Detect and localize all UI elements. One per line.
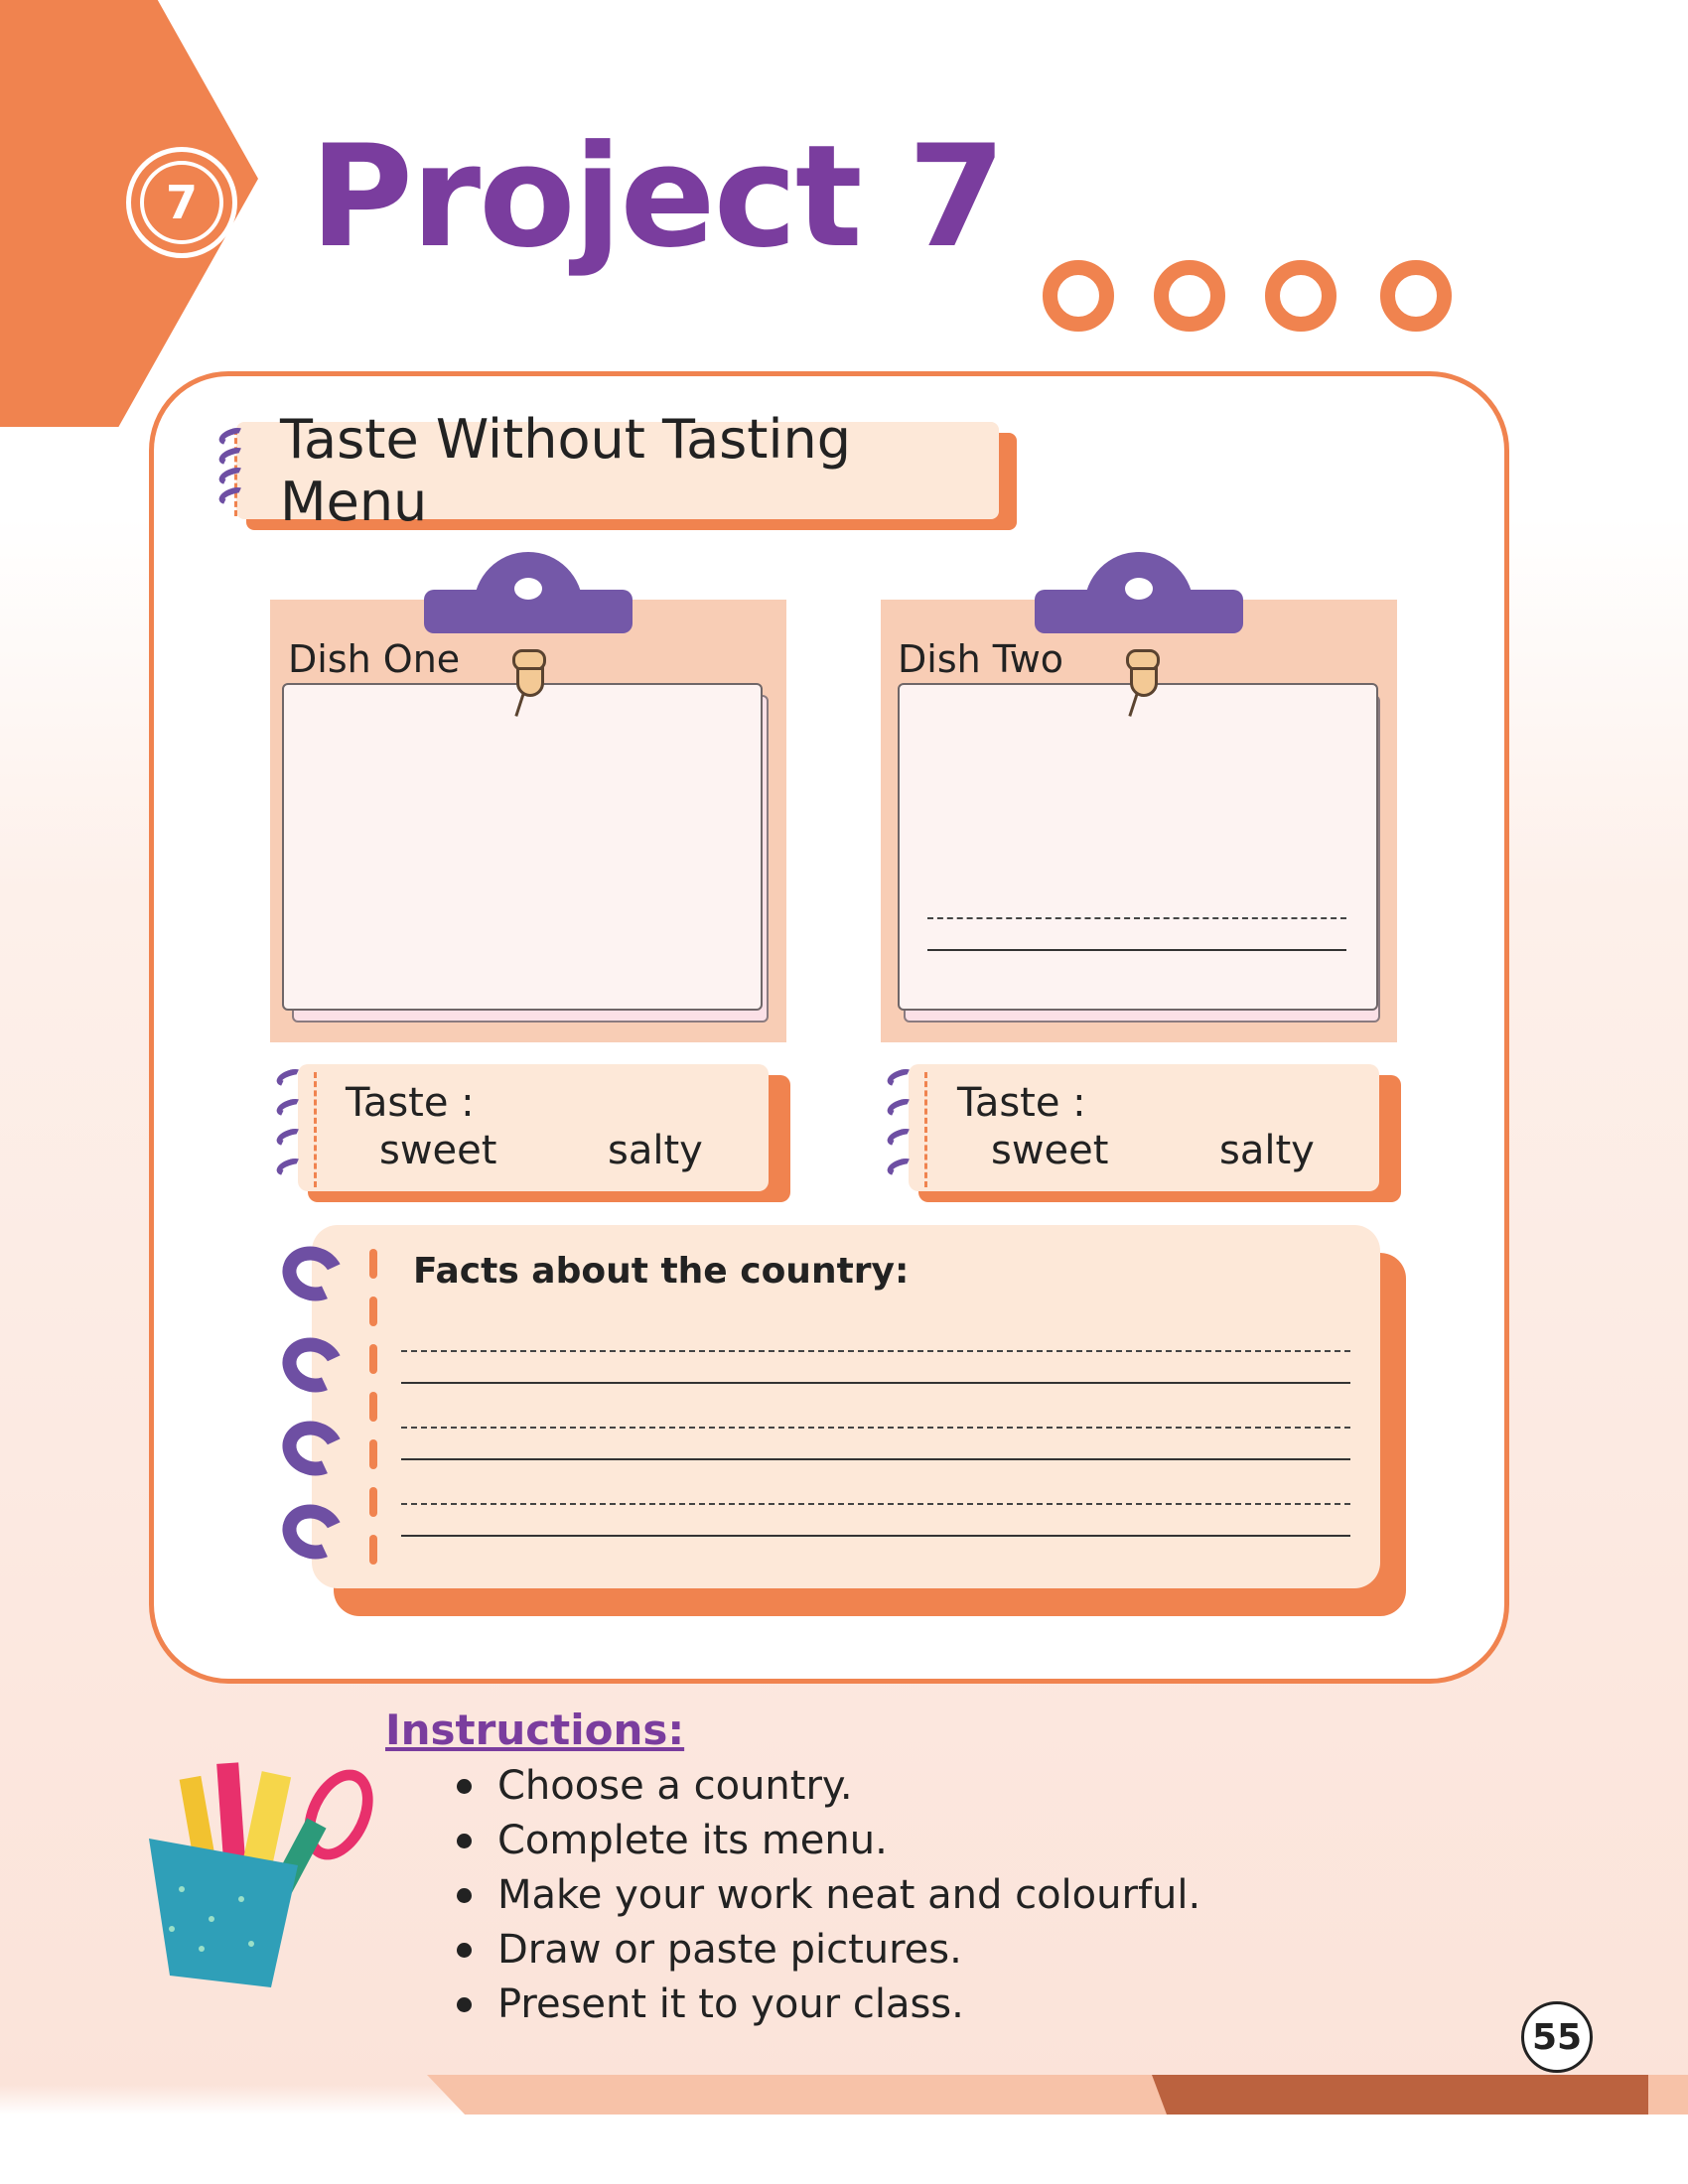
footer-band-dark [1152, 2075, 1648, 2115]
dish-one-label: Dish One [288, 637, 461, 681]
bullet-icon [457, 1779, 472, 1794]
binding-mark [369, 1392, 377, 1422]
taste-option-salty[interactable]: salty [608, 1128, 703, 1173]
decor-circle [1380, 260, 1452, 332]
bullet-icon [457, 1943, 472, 1958]
writing-line-dotted [401, 1503, 1350, 1505]
binding-mark [369, 1439, 377, 1469]
decor-circle [1043, 260, 1114, 332]
dish-two-drawing-area[interactable] [898, 683, 1378, 1011]
cup-dot [238, 1896, 244, 1902]
pushpin-icon [516, 667, 544, 697]
bullet-icon [457, 1834, 472, 1848]
taste-card-binding [924, 1072, 927, 1187]
writing-line-dotted [401, 1350, 1350, 1352]
writing-line-dotted [401, 1427, 1350, 1429]
binding-mark [369, 1297, 377, 1326]
badge-number: 7 [140, 161, 223, 244]
taste-option-salty[interactable]: salty [1219, 1128, 1315, 1173]
binding-mark [369, 1487, 377, 1517]
clip-hole [1125, 578, 1153, 600]
clip-hole [514, 578, 542, 600]
decor-circle [1154, 260, 1225, 332]
binding-mark [369, 1535, 377, 1565]
instruction-item: Draw or paste pictures. [457, 1923, 1200, 1978]
facts-writing-line[interactable] [401, 1535, 1350, 1537]
dish-two-name-line[interactable] [927, 949, 1346, 951]
cup-dot [179, 1886, 185, 1892]
facts-writing-line[interactable] [401, 1458, 1350, 1460]
taste-option-sweet[interactable]: sweet [991, 1128, 1109, 1173]
cup-dot [199, 1946, 205, 1952]
facts-title: Facts about the country: [413, 1251, 910, 1292]
instruction-item: Complete its menu. [457, 1814, 1200, 1868]
instruction-item: Make your work neat and colourful. [457, 1868, 1200, 1923]
binding-mark [369, 1249, 377, 1279]
writing-line-dotted [927, 917, 1346, 919]
cup-dot [248, 1941, 254, 1947]
dish-one-drawing-area[interactable] [282, 683, 763, 1011]
cup-dot [209, 1916, 214, 1922]
decor-circle [1265, 260, 1336, 332]
cup-dot [169, 1926, 175, 1932]
instructions-list [457, 1759, 1200, 2032]
dish-two-label: Dish Two [898, 637, 1064, 681]
instruction-item: Choose a country. [457, 1759, 1200, 1814]
pencil-cup-icon [149, 1839, 298, 1987]
taste-card-binding [314, 1072, 317, 1187]
pushpin-icon [1130, 667, 1158, 697]
menu-heading: Taste Without Tasting Menu [280, 408, 851, 533]
heading-tab [236, 408, 999, 533]
instructions-title: Instructions: [385, 1706, 685, 1754]
taste-option-sweet[interactable]: sweet [379, 1128, 497, 1173]
facts-writing-line[interactable] [401, 1382, 1350, 1384]
instruction-item: Present it to your class. [457, 1978, 1200, 2032]
binding-mark [369, 1344, 377, 1374]
bullet-icon [457, 1888, 472, 1903]
page-title: Project 7 [310, 115, 1004, 279]
page-number: 55 [1521, 2001, 1593, 2073]
taste-label: Taste : [957, 1080, 1086, 1126]
bullet-icon [457, 1997, 472, 2012]
project-number-badge [126, 147, 237, 258]
taste-label: Taste : [346, 1080, 475, 1126]
